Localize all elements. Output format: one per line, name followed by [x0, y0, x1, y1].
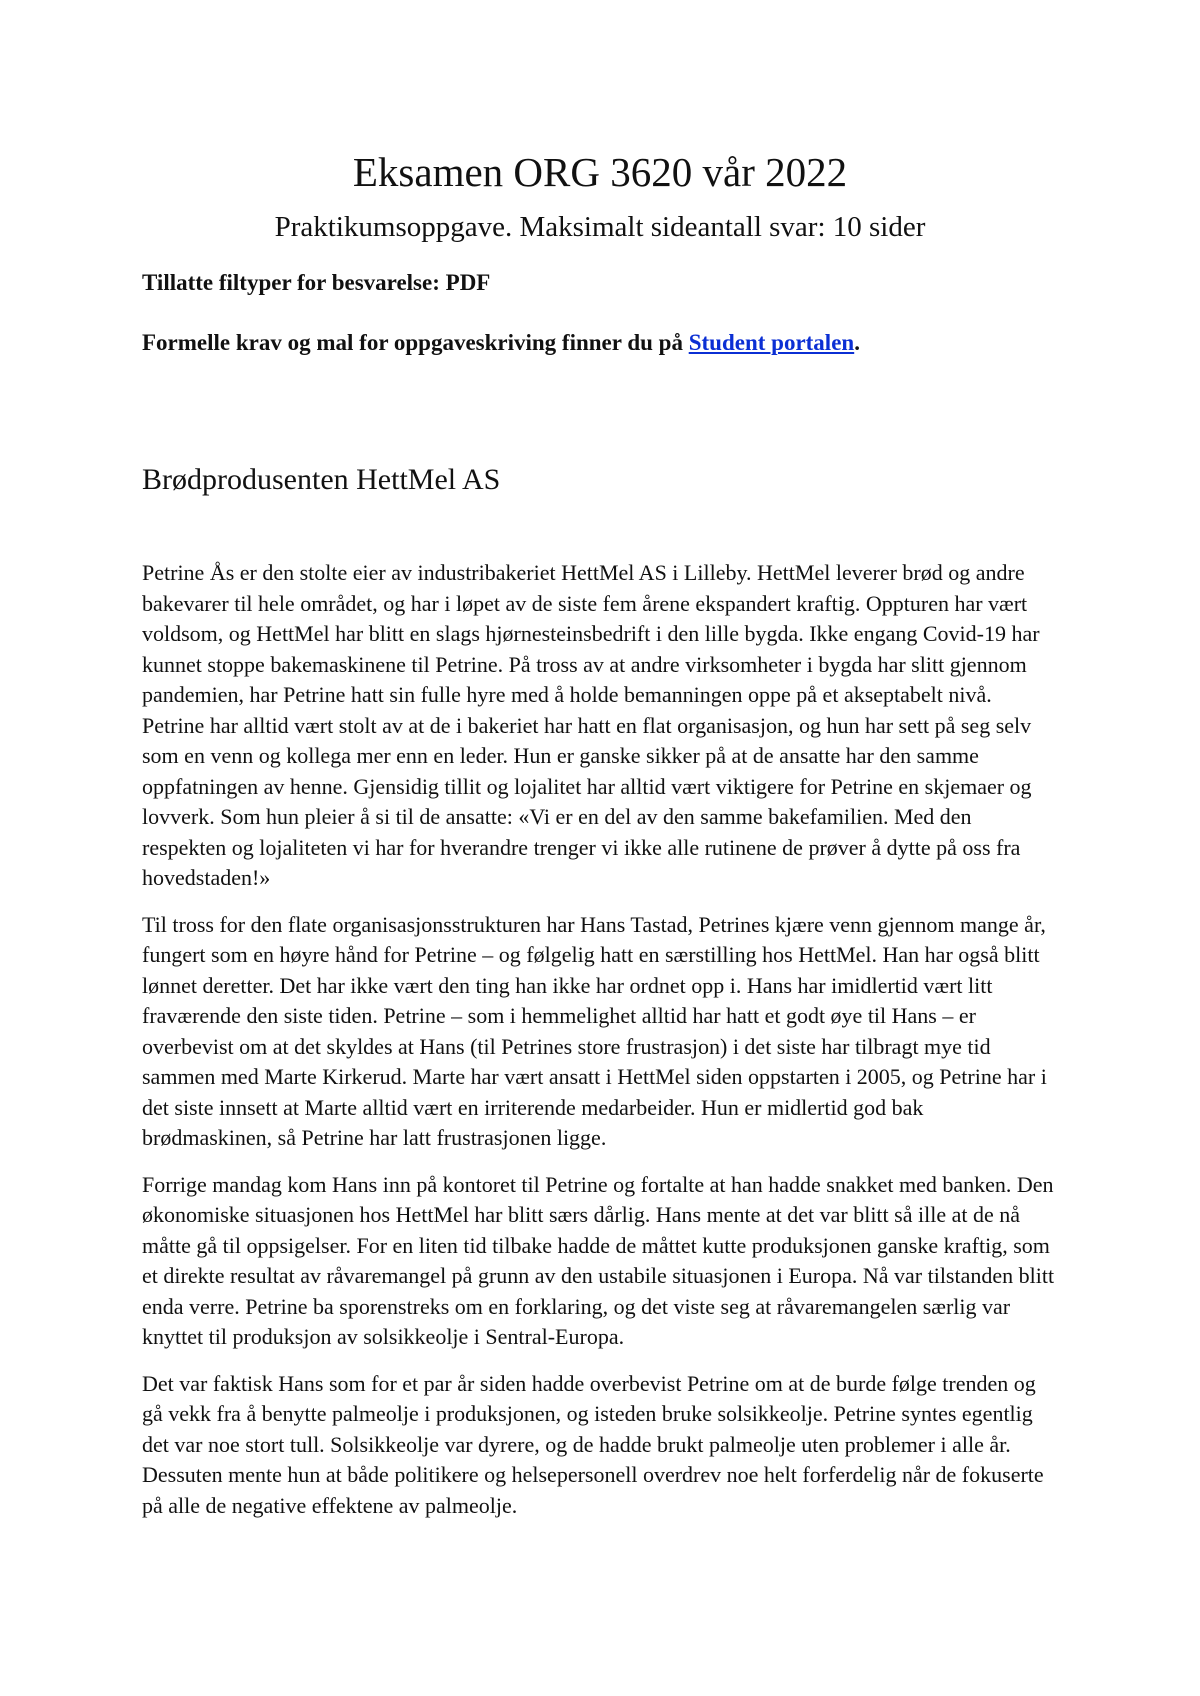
filetypes-value: PDF: [445, 270, 491, 295]
formal-requirements-text: Formelle krav og mal for oppgaveskriving finner du på: [142, 330, 689, 355]
formal-requirements-suffix: .: [854, 330, 860, 355]
student-portal-link[interactable]: Student portalen: [688, 330, 855, 355]
document-title: Eksamen ORG 3620 vår 2022: [352, 149, 848, 195]
filetypes-label: Tillatte filtyper for besvarelse:: [142, 270, 446, 295]
allowed-filetypes: [142, 268, 1058, 298]
body-paragraph: Petrine Ås er den stolte eier av industribakeriet HettMel AS i Lilleby. HettMel leverer brød og andre bakevarer til hele området, og har i løpet av de siste fem årene ekspandert kraftig. Oppturen har vært voldsom, og HettMel har blitt en slags hjørnesteinsbedrift i den lille bygda. Ikke engang Covid-19 har kunnet stoppe bakemaskinene til Petrine. På tross av at andre virksomheter i bygda har slitt gjennom pandemien, har Petrine hatt sin fulle hyre med å holde bemanningen oppe på et akseptabelt nivå. Petrine har alltid vært stolt av at de i bakeriet har hatt en flat organisasjon, og hun har sett på seg selv som en venn og kollega mer enn en leder. Hun er ganske sikker på at de ansatte har den samme oppfatningen av henne. Gjensidig tillit og lojalitet har alltid vært viktigere for Petrine en skjemaer og lovverk. Som hun pleier å si til de ansatte: «Vi er en del av den samme bakefamilien. Med den respekten og lojaliteten vi har for hverandre trenger vi ikke alle rutinene de prøver å dytte på oss fra hovedstaden!»: [142, 560, 1040, 890]
formal-requirements: [142, 328, 1058, 358]
case-heading: Brødprodusenten HettMel AS: [142, 463, 501, 496]
case-body: [142, 558, 1058, 1521]
body-paragraph: Forrige mandag kom Hans inn på kontoret til Petrine og fortalte at han hadde snakket med banken. Den økonomiske situasjonen hos HettMel har blitt særs dårlig. Hans mente at det var blitt så ille at de nå måtte gå til oppsigelser. For en liten tid tilbake hadde de måttet kutte produksjonen ganske kraftig, som et direkte resultat av råvaremangel på grunn av den ustabile situasjonen i Europa. Nå var tilstanden blitt enda verre. Petrine ba sporenstreks om en forklaring, og det viste seg at råvaremangelen særlig var knyttet til produksjon av solsikkeolje i Sentral-Europa.: [142, 1171, 1055, 1349]
document-subtitle: Praktikumsoppgave. Maksimalt sideantall svar: 10 sider: [274, 211, 926, 243]
body-paragraph: Det var faktisk Hans som for et par år siden hadde overbevist Petrine om at de burde følge trenden og gå vekk fra å benytte palmeolje i produksjonen, og isteden bruke solsikkeolje. Petrine syntes egentlig det var noe stort tull. Solsikkeolje var dyrere, og de hadde brukt palmeolje uten problemer i alle år. Dessuten mente hun at både politikere og helsepersonell overdrev noe helt forferdelig når de fokuserte på alle de negative effektene av palmeolje.: [142, 1370, 1044, 1518]
body-paragraph: Til tross for den flate organisasjonsstrukturen har Hans Tastad, Petrines kjære venn gjennom mange år, fungert som en høyre hånd for Petrine – og følgelig hatt en særstilling hos HettMel. Han har også blitt lønnet deretter. Det har ikke vært den ting han ikke har ordnet opp i. Hans har imidlertid vært litt fraværende den siste tiden. Petrine – som i hemmelighet alltid har hatt et godt øye til Hans – er overbevist om at det skyldes at Hans (til Petrines store frustrasjon) i det siste har tilbragt mye tid sammen med Marte Kirkerud. Marte har vært ansatt i HettMel siden oppstarten i 2005, og Petrine har i det siste innsett at Marte alltid vært en irriterende medarbeider. Hun er midlertid god bak brødmaskinen, så Petrine har latt frustrasjonen ligge.: [142, 911, 1047, 1150]
